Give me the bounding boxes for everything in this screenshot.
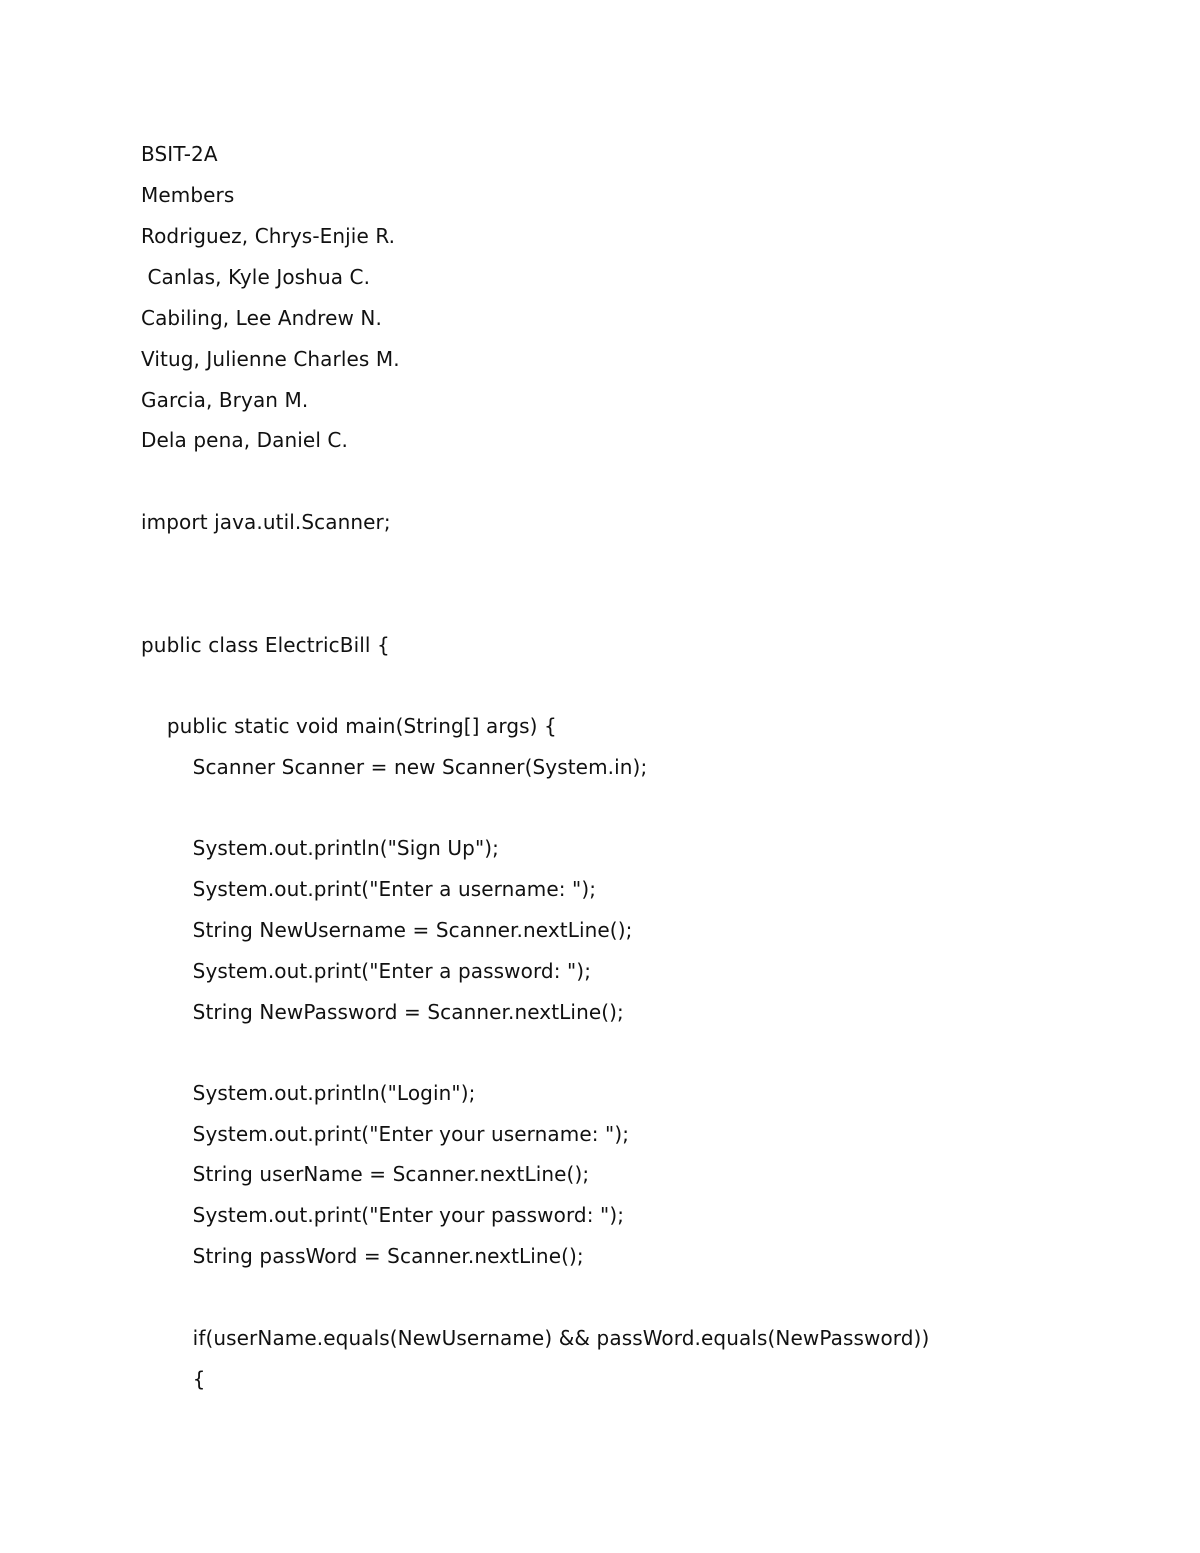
member-name: Canlas, Kyle Joshua C.	[141, 265, 371, 289]
code-line: String NewPassword = Scanner.nextLine();	[141, 1000, 624, 1024]
member-name: Vitug, Julienne Charles M.	[141, 347, 400, 371]
code-line: Scanner Scanner = new Scanner(System.in);	[141, 755, 648, 779]
code-line: System.out.print("Enter a username: ");	[141, 877, 597, 901]
member-name: Garcia, Bryan M.	[141, 388, 309, 412]
code-line: System.out.println("Sign Up");	[141, 836, 499, 860]
code-line: {	[141, 1367, 206, 1391]
code-line: import java.util.Scanner;	[141, 510, 391, 534]
code-line: System.out.print("Enter a password: ");	[141, 959, 592, 983]
member-name: Cabiling, Lee Andrew N.	[141, 306, 382, 330]
code-line: if(userName.equals(NewUsername) && passWord.equals(NewPassword))	[141, 1326, 930, 1350]
code-line: System.out.print("Enter your password: ");	[141, 1203, 625, 1227]
code-line: System.out.println("Login");	[141, 1081, 476, 1105]
section-heading: BSIT-2A	[141, 142, 218, 166]
member-name: Dela pena, Daniel C.	[141, 428, 348, 452]
code-line: String NewUsername = Scanner.nextLine();	[141, 918, 633, 942]
code-line: System.out.print("Enter your username: ");	[141, 1122, 630, 1146]
code-line: String userName = Scanner.nextLine();	[141, 1162, 590, 1186]
code-line: public static void main(String[] args) {	[141, 714, 557, 738]
member-name: Rodriguez, Chrys-Enjie R.	[141, 224, 396, 248]
members-label: Members	[141, 183, 235, 207]
code-line: String passWord = Scanner.nextLine();	[141, 1244, 584, 1268]
code-line: public class ElectricBill {	[141, 633, 390, 657]
